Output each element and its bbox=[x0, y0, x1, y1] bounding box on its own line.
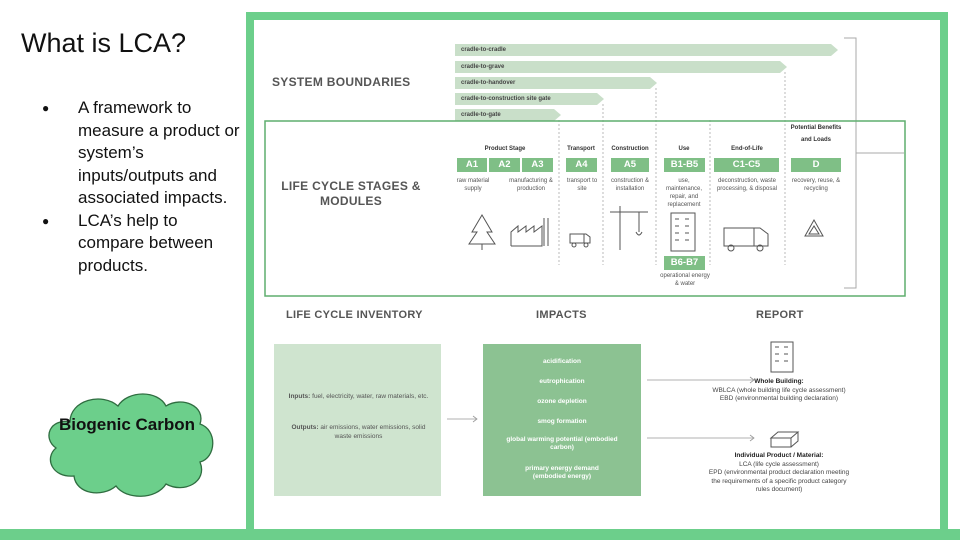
stage-header: End-of-Life bbox=[731, 146, 763, 152]
cloud-shape bbox=[40, 388, 218, 500]
impact-item: ozone depletion bbox=[537, 398, 587, 405]
report-line: rules document) bbox=[755, 486, 803, 493]
stage-header: Use bbox=[678, 146, 690, 152]
boundary-label: cradle-to-gate bbox=[461, 112, 501, 118]
report-line: EBD (environmental building declaration) bbox=[719, 395, 839, 402]
module-code: C1-C5 bbox=[714, 158, 779, 172]
inputs-text: fuel, electricity, water, raw materials, etc. bbox=[310, 393, 429, 400]
stage-header: Transport bbox=[567, 146, 595, 152]
module-desc: use, maintenance, repair, and replacement bbox=[665, 178, 703, 208]
bottom-accent-bar bbox=[0, 529, 960, 540]
outputs-label: Outputs: bbox=[291, 424, 319, 431]
module-desc: manufacturing & production bbox=[509, 178, 553, 192]
slide-title: What is LCA? bbox=[21, 28, 187, 58]
module-code: A1 bbox=[457, 158, 487, 172]
stage-header: Construction bbox=[611, 146, 649, 152]
module-code: A3 bbox=[522, 158, 553, 172]
report-building bbox=[674, 378, 884, 404]
stages-heading-line2: MODULES bbox=[319, 194, 383, 208]
cloud-label: Biogenic Carbon bbox=[58, 415, 195, 434]
module-desc: construction & installation bbox=[610, 178, 650, 192]
impact-item: primary energy demand (embodied energy) bbox=[525, 465, 599, 480]
impact-item: smog formation bbox=[537, 418, 587, 425]
stage-header: Potential Benefits and Loads bbox=[790, 125, 842, 143]
module-desc: recovery, reuse, & recycling bbox=[791, 178, 841, 192]
boundary-label: cradle-to-construction site gate bbox=[461, 96, 551, 102]
report-line: EPD (environmental product declaration meeting bbox=[708, 469, 850, 476]
bullet-item: ● LCA’s help to compare between products. bbox=[40, 210, 240, 278]
inventory-box bbox=[274, 344, 441, 496]
report-building-title: Whole Building: bbox=[754, 378, 804, 385]
dump-truck-icon bbox=[724, 228, 768, 251]
boundary-label: cradle-to-grave bbox=[461, 64, 505, 70]
inventory-outputs bbox=[286, 423, 431, 441]
building-icon bbox=[671, 213, 695, 251]
recycle-icon bbox=[805, 220, 823, 236]
module-code: B1-B5 bbox=[664, 158, 705, 172]
module-desc: raw material supply bbox=[456, 178, 490, 192]
impact-item: eutrophication bbox=[539, 378, 585, 385]
impact-item: acidification bbox=[543, 358, 581, 365]
report-product-title: Individual Product / Material: bbox=[734, 452, 824, 459]
stages-heading-line1: LIFE CYCLE STAGES & bbox=[281, 179, 421, 193]
module-code: A2 bbox=[489, 158, 520, 172]
tree-icon bbox=[469, 215, 495, 250]
lca-diagram bbox=[254, 20, 940, 529]
bullet-list bbox=[40, 97, 240, 277]
factory-icon bbox=[511, 218, 548, 246]
inputs-label: Inputs: bbox=[288, 393, 311, 400]
module-code: A4 bbox=[566, 158, 597, 172]
module-desc: transport to site bbox=[566, 178, 598, 192]
truck-icon bbox=[570, 234, 590, 247]
module-desc: deconstruction, waste processing, & disposal bbox=[716, 178, 778, 192]
report-line: the requirements of a specific product category bbox=[711, 477, 847, 485]
boundary-label: cradle-to-cradle bbox=[461, 47, 507, 53]
inventory-inputs bbox=[286, 392, 431, 401]
module-code: D bbox=[791, 158, 841, 172]
report-heading: REPORT bbox=[756, 309, 804, 321]
report-building-icon bbox=[771, 342, 793, 372]
report-line: LCA (life cycle assessment) bbox=[739, 460, 819, 468]
biogenic-carbon-cloud bbox=[40, 388, 218, 500]
impact-item: global warming potential (embodied carbon) bbox=[506, 436, 618, 451]
module-code: A5 bbox=[611, 158, 649, 172]
module-desc: operational energy & water bbox=[660, 273, 710, 287]
module-code: B6-B7 bbox=[664, 256, 705, 270]
report-line: WBLCA (whole building life cycle assessment) bbox=[712, 386, 846, 394]
inventory-heading: LIFE CYCLE INVENTORY bbox=[286, 309, 423, 321]
crane-icon bbox=[610, 206, 648, 250]
stage-header: Product Stage bbox=[484, 146, 526, 152]
outputs-text: air emissions, water emissions, solid waste emissions bbox=[318, 424, 426, 440]
report-product bbox=[674, 452, 884, 495]
system-boundaries-heading: SYSTEM BOUNDARIES bbox=[272, 75, 411, 89]
boundary-label: cradle-to-handover bbox=[461, 80, 516, 86]
product-box-icon bbox=[771, 432, 798, 447]
impacts-heading: IMPACTS bbox=[536, 309, 587, 321]
bullet-item: ● A framework to measure a product or system’s inputs/outputs and associated impacts. bbox=[40, 97, 240, 210]
